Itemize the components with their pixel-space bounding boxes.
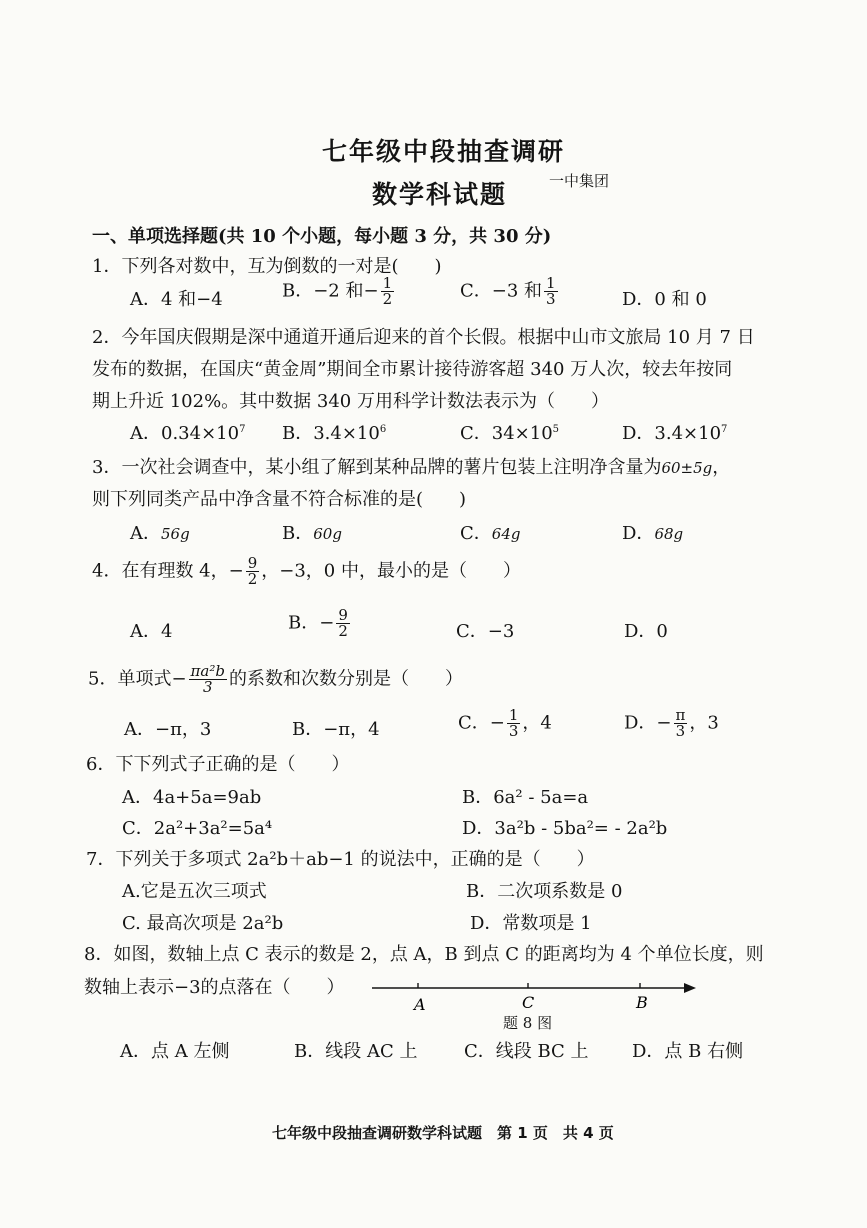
question-2-line-3: 期上升近 102%。其中数据 340 万用科学计数法表示为（ ） [92,391,609,412]
question-2-option-d [622,422,727,446]
question-4-option-a: A．4 [130,621,173,642]
question-5-option-c [458,708,552,739]
exponent: 5 [552,424,560,435]
question-7-stem: 7．下列关于多项式 2a²b＋ab−1 的说法中，正确的是（ ） [86,849,595,870]
exponent: 7 [239,424,246,435]
question-4-option-b [288,608,352,639]
question-6-stem: 6．下下列式子正确的是（ ） [86,754,350,775]
option-letter: D． [622,523,655,544]
question-2-option-a [130,422,245,446]
question-2-option-c [460,422,559,446]
numerator: πa²b [190,662,225,680]
question-8-option-d: D．点 B 右侧 [632,1041,744,1062]
question-8-option-a: A．点 A 左侧 [120,1041,230,1062]
question-3-line-2: 则下列同类产品中净含量不符合标准的是( ) [92,489,467,510]
denominator: 3 [675,722,686,740]
numerator: 9 [338,606,348,624]
option-text: B．− [288,612,335,634]
denominator: 3 [202,678,213,696]
stem-suffix: ， [712,457,731,478]
net-weight-spec: 60±5g [661,459,713,477]
fraction [336,608,350,639]
page-subtitle: 数学科试题 [372,180,508,209]
option-letter: B． [282,523,314,544]
fraction [189,664,227,695]
label-c: C [522,993,535,1012]
question-5-stem [88,664,463,695]
option-value: 64g [491,525,521,543]
question-3-option-d [622,522,683,546]
option-text: ，4 [522,712,552,734]
question-5-option-b: B．−π，4 [292,719,380,740]
fraction [246,556,260,587]
exponent: 6 [379,424,387,435]
denominator: 2 [247,570,258,588]
question-8-line-1: 8．如图，数轴上点 C 表示的数是 2，点 A，B 到点 C 的距离均为 4 个单位长度，则 [84,944,764,965]
option-text: ，3 [689,712,719,734]
denominator: 2 [338,622,348,640]
stem-text: 5．单项式− [88,668,187,690]
page-title: 七年级中段抽查调研 [322,137,566,166]
option-text: B．−2 和− [282,280,379,302]
question-2-line-2: 发布的数据，在国庆“黄金周”期间全市累计接待游客超 340 万人次，较去年按同 [92,359,733,380]
fraction [381,276,395,307]
option-text: C．34×10 [460,423,553,444]
axis-arrow-icon [684,983,696,993]
question-1-option-b [282,276,396,307]
option-text: B．3.4×10 [282,423,380,444]
question-3-option-b [282,522,342,546]
question-7-option-a: A.它是五次三项式 [122,881,267,902]
number-line-figure [370,978,700,1016]
question-2-line-1: 2．今年国庆假期是深中通道开通后迎来的首个长假。根据中山市文旅局 10 月 7 日 [92,327,755,348]
question-6-option-a: A．4a+5a=9ab [122,787,262,808]
page-footer: 七年级中段抽查调研数学科试题 第 1 页 共 4 页 [272,1124,614,1142]
question-7-option-c: C. 最高次项是 2a²b [122,913,284,934]
numerator: 1 [508,706,519,724]
option-text: C．− [458,712,505,734]
option-text: D．3.4×10 [622,423,722,444]
figure-caption: 题 8 图 [503,1014,553,1032]
question-4-stem [92,556,521,587]
denominator: 3 [508,722,519,740]
question-5-option-d [624,708,719,739]
question-6-option-b: B．6a² - 5a=a [462,787,589,808]
question-8-line-2: 数轴上表示−3的点落在（ ） [84,977,345,998]
option-value: 60g [313,525,342,543]
numerator: 9 [247,554,258,572]
option-value: 68g [654,525,684,543]
question-6-option-c: C．2a²+3a²=5a⁴ [122,818,273,839]
question-8-option-b: B．线段 AC 上 [294,1041,418,1062]
question-3-line-1 [92,456,730,480]
question-7-option-b: B．二次项系数是 0 [466,881,623,902]
question-5-option-a: A．−π，3 [124,719,212,740]
question-1-option-a: A．4 和−4 [130,289,223,310]
fraction [674,708,688,739]
numerator: 1 [546,274,556,292]
stem-text: 4．在有理数 4，− [92,560,244,582]
option-letter: A． [130,523,161,544]
question-3-option-c [460,522,520,546]
section-heading: 一、单项选择题(共 10 个小题，每小题 3 分，共 30 分) [92,226,552,247]
question-1-option-c [460,276,560,307]
numerator: π [675,706,686,724]
label-b: B [636,993,648,1012]
fraction [507,708,521,739]
numerator: 1 [382,274,393,292]
question-3-option-a [130,522,190,546]
fraction [544,276,558,307]
question-4-option-c: C．−3 [456,621,515,642]
stem-text: 3．一次社会调查中，某小组了解到某种品牌的薯片包装上注明净含量为 [92,457,662,478]
question-2-option-b [282,422,386,446]
option-value: 56g [161,525,190,543]
option-text: C．−3 和 [460,280,543,302]
question-1-option-d: D．0 和 0 [622,289,707,310]
question-8-option-c: C．线段 BC 上 [464,1041,589,1062]
denominator: 3 [546,290,556,308]
denominator: 2 [382,290,393,308]
question-6-option-d: D．3a²b - 5ba²= - 2a²b [462,818,668,839]
stem-text: ，−3，0 中，最小的是（ ） [261,560,521,582]
option-text: D．− [624,712,672,734]
option-letter: C． [460,523,492,544]
question-1-stem: 1．下列各对数中，互为倒数的一对是( ) [92,256,442,277]
question-4-option-d: D．0 [624,621,668,642]
group-tag: 一中集团 [549,172,610,190]
exponent: 7 [721,424,728,435]
label-a: A [414,995,426,1014]
stem-text: 的系数和次数分别是（ ） [228,668,463,690]
option-text: A．0.34×10 [130,423,240,444]
question-7-option-d: D．常数项是 1 [470,913,592,934]
